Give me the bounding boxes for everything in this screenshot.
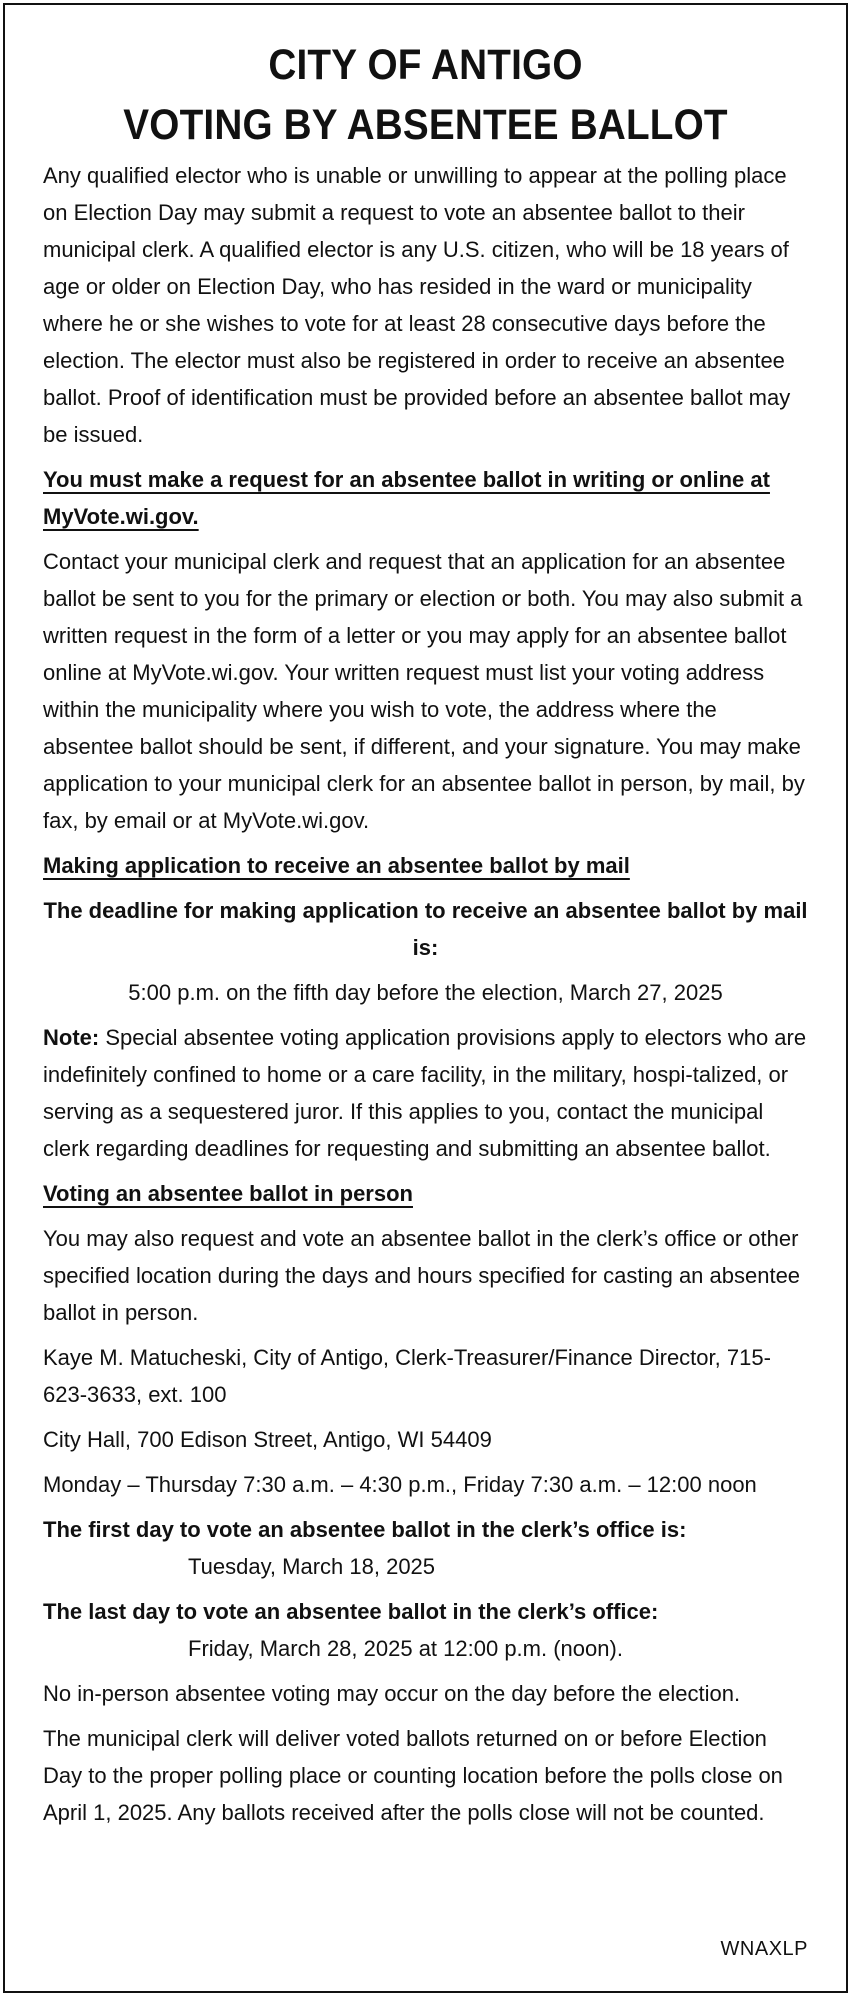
request-heading: You must make a request for an absentee ballot in writing or online at MyVote.wi.gov. [43, 467, 770, 529]
city-hall-address: City Hall, 700 Edison Street, Antigo, WI 54409 [43, 1427, 492, 1452]
closing-paragraph: The municipal clerk will deliver voted ballots returned on or before Election Day to the proper polling place or counting location before the polls close on April 1, 2025. Any ballots received after the polls close will not be counted. [43, 1726, 783, 1825]
last-day-value: Friday, March 28, 2025 at 12:00 p.m. (noon). [188, 1636, 623, 1661]
mail-deadline-value: 5:00 p.m. on the fifth day before the election, March 27, 2025 [128, 980, 723, 1005]
title-line-1: CITY OF ANTIGO [268, 41, 583, 89]
mail-deadline-label: The deadline for making application to receive an absentee ballot by mail is: [43, 898, 808, 960]
in-person-paragraph: You may also request and vote an absentee ballot in the clerk’s office or other specified location during the days and hours specified for casting an absentee ballot in person. [43, 1226, 801, 1325]
clerk-contact: Kaye M. Matucheski, City of Antigo, Clerk-Treasurer/Finance Director, 715-623-3633, ext. 100 [43, 1345, 771, 1407]
office-hours: Monday – Thursday 7:30 a.m. – 4:30 p.m., Friday 7:30 a.m. – 12:00 noon [43, 1472, 757, 1497]
notice-frame [3, 3, 848, 1993]
title-line-2: VOTING BY ABSENTEE BALLOT [123, 101, 728, 149]
mail-heading: Making application to receive an absentee ballot by mail [43, 853, 630, 878]
intro-paragraph: Any qualified elector who is unable or unwilling to appear at the polling place on Election Day may submit a request to vote an absentee ballot to their municipal clerk. A qualified elector is any U.S. citizen, who will be 18 years of age or older on Election Day, who has resided in the ward or municipality where he or she wishes to vote for at least 28 consecutive days before the election. The elector must also be registered in order to receive an absentee ballot. Proof of identification must be provided before an absentee ballot may be issued. [43, 163, 791, 447]
contact-paragraph: Contact your municipal clerk and request that an application for an absentee ballot be sent to you for the primary or election or both. You may also submit a written request in the form of a letter or you may apply for an absentee ballot online at MyVote.wi.gov. Your written request must list your voting address within the municipality where you wish to vote, the address where the absentee ballot should be sent, if different, and your signature. You may make application to your municipal clerk for an absentee ballot in person, by mail, by fax, by email or at MyVote.wi.gov. [43, 549, 805, 833]
ad-code: WNAXLP [720, 1938, 808, 1960]
first-day-value: Tuesday, March 18, 2025 [188, 1554, 436, 1579]
note-text: Special absentee voting application provisions apply to electors who are indefinitely confined to home or a care facility, in the military, hospi-talized, or serving as a sequestered juror. If this applies to you, contact the municipal clerk regarding deadlines for requesting and submitting an absentee ballot. [43, 1025, 807, 1161]
note-paragraph [43, 1019, 808, 1167]
in-person-heading: Voting an absentee ballot in person [43, 1181, 413, 1206]
first-day-label: The first day to vote an absentee ballot in the clerk’s office is: [43, 1517, 687, 1542]
notice-content [5, 5, 846, 1831]
note-label: Note: [43, 1025, 100, 1050]
no-voting-note: No in-person absentee voting may occur on the day before the election. [43, 1681, 741, 1706]
last-day-label: The last day to vote an absentee ballot in the clerk’s office: [43, 1599, 659, 1624]
